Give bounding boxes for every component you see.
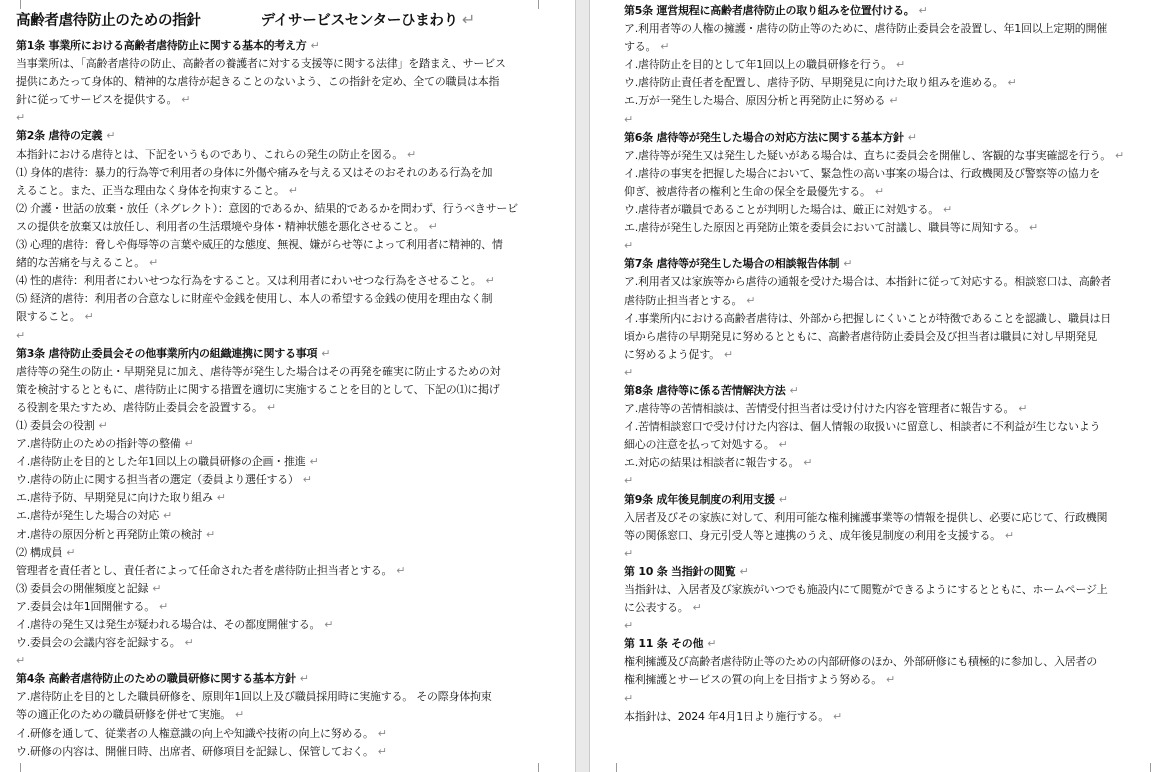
paragraph-line [16, 688, 560, 706]
paragraph-line [16, 544, 560, 562]
paragraph-mark-icon: ↵ [746, 293, 756, 307]
line-text: ⑶ 委員会の開催頻度と記録 [16, 581, 149, 595]
line-text: る役割を果たすため、虐待防止委員会を設置する。 [16, 400, 263, 414]
paragraph-line [16, 363, 560, 381]
paragraph-line [16, 146, 560, 164]
line-text: ウ.虐待者が職員であることが判明した場合は、厳正に対処する。 [624, 203, 939, 217]
paragraph-line [16, 200, 560, 218]
document-page-right[interactable] [590, 0, 1169, 772]
paragraph-line [624, 38, 1169, 56]
line-text: 針に従ってサービスを提供する。 [16, 93, 178, 107]
paragraph-mark-icon: ↵ [321, 346, 331, 360]
paragraph-mark-icon: ↵ [149, 256, 158, 270]
empty-paragraph [624, 364, 1169, 382]
paragraph-mark-icon: ↵ [288, 183, 298, 197]
paragraph-mark-icon: ↵ [739, 564, 749, 578]
paragraph-line [16, 272, 560, 290]
paragraph-mark-icon: ↵ [461, 10, 476, 29]
empty-paragraph [16, 109, 560, 127]
paragraph-mark-icon: ↵ [778, 492, 788, 506]
line-text: 本指針は、2024 年4月1日より施行する。 [624, 709, 829, 723]
paragraph-mark-icon: ↵ [485, 274, 495, 288]
paragraph-mark-icon: ↵ [660, 40, 670, 54]
line-text: ア.虐待防止を目的とした職員研修を、原則年1回以上及び職員採用時に実施する。 その際身体拘束 [16, 690, 492, 704]
line-text: 頃から虐待の早期発見に努めるとともに、高齢者虐待防止委員会及び担当者は職員に対し早期発見 [624, 329, 1097, 343]
line-text: イ.苦情相談窓口で受け付けた内容は、個人情報の取扱いに留意し、相談者に不利益が生じないよう [624, 420, 1101, 434]
line-text: エ.対応の結果は相談者に報告する。 [624, 456, 800, 470]
line-text: 権利擁護とサービスの質の向上を目指すよう努める。 [624, 673, 882, 687]
page-corner-mark [2, 0, 21, 9]
line-text: 第 10 条 当指針の閲覧 [624, 564, 736, 578]
paragraph-line [624, 708, 1169, 726]
paragraph-mark-icon: ↵ [407, 147, 416, 161]
paragraph-line [624, 454, 1169, 472]
line-text: 細心の注意を払って対処する。 [624, 438, 775, 452]
line-text: 第7条 虐待等が発生した場合の相談報告体制 [624, 257, 840, 271]
page-corner-mark [2, 763, 21, 772]
paragraph-line [624, 328, 1169, 346]
line-text: 第6条 虐待等が発生した場合の対応方法に関する基本方針 [624, 130, 904, 144]
paragraph-mark-icon: ↵ [184, 437, 194, 451]
paragraph-line [624, 581, 1169, 599]
article-heading [624, 129, 1169, 147]
paragraph-line [624, 20, 1169, 38]
paragraph-line [16, 706, 560, 724]
paragraph-mark-icon: ↵ [377, 744, 387, 758]
organization-name: デイサービスセンターひまわり [260, 13, 458, 29]
paragraph-line [624, 671, 1169, 689]
line-text: ウ.研修の内容は、開催日時、出席者、研修項目を記録し、保管しておく。 [16, 744, 374, 758]
page-body-right[interactable] [624, 2, 1169, 726]
paragraph-mark-icon: ↵ [302, 473, 312, 487]
paragraph-line [16, 218, 560, 236]
line-text: ア.虐待等が発生又は発生した疑いがある場合は、直ちに委員会を開催し、客観的な事実確認を行う。 [624, 148, 1111, 162]
paragraph-mark-icon: ↵ [707, 637, 717, 651]
paragraph-mark-icon: ↵ [16, 328, 25, 342]
paragraph-mark-icon: ↵ [624, 239, 633, 253]
line-text: 等の適正化のための職員研修を併せて実施。 [16, 708, 231, 722]
line-text: 第9条 成年後見制度の利用支援 [624, 492, 775, 506]
paragraph-mark-icon: ↵ [324, 618, 334, 631]
line-text: ⑸ 経済的虐待：利用者の合意なしに財産や金銭を使用し、本人の希望する金銭の使用を理由なく制 [16, 292, 493, 306]
line-text: 策を検討するとともに、虐待防止に関する措置を適切に実施することを目的として、下記の⑴に掲げ [16, 382, 500, 396]
line-text: 第4条 高齢者虐待防止のための職員研修に関する基本方針 [16, 672, 296, 686]
page-corner-mark [538, 763, 557, 772]
line-text: ⑶ 心理的虐待：脅しや侮辱等の言葉や威圧的な態度、無視、嫌がらせ等によって利用者に精神的、情 [16, 238, 503, 252]
paragraph-mark-icon: ↵ [16, 654, 25, 668]
paragraph-mark-icon: ↵ [377, 726, 387, 740]
paragraph-mark-icon: ↵ [1007, 76, 1017, 90]
line-text: ⑷ 性的虐待：利用者にわいせつな行為をすること。又は利用者にわいせつな行為をさせること。 [16, 274, 482, 288]
article-heading [624, 563, 1169, 581]
paragraph-mark-icon: ↵ [943, 203, 952, 217]
line-text: イ.事業所内における高齢者虐待は、外部から把握しにくいことが特徴であることを認識し、職員は日 [624, 311, 1111, 325]
line-text: ウ.虐待の防止に関する担当者の選定（委員より選任する） [16, 473, 299, 487]
line-text: 虐待等の発生の防止・早期発見に加え、虐待等が発生した場合はその再発を確実に防止するための対 [16, 364, 501, 378]
paragraph-line [16, 435, 560, 453]
paragraph-mark-icon: ↵ [624, 691, 633, 705]
line-text: イ.虐待防止を目的とした年1回以上の職員研修の企画・推進 [16, 455, 306, 469]
line-text: ⑵ 構成員 [16, 545, 63, 559]
paragraph-mark-icon: ↵ [266, 400, 276, 414]
document-page-left[interactable] [0, 0, 560, 772]
paragraph-mark-icon: ↵ [803, 456, 813, 470]
line-text: 提供にあたって身体的、精神的な虐待が起きることのないよう、この指針を定め、全ての職員は本指 [16, 75, 500, 89]
paragraph-mark-icon: ↵ [778, 438, 788, 452]
page-corner-mark [538, 0, 557, 9]
paragraph-mark-icon: ↵ [789, 383, 799, 397]
paragraph-mark-icon: ↵ [184, 636, 194, 650]
article-heading [16, 345, 560, 363]
line-text: 虐待防止担当者とする。 [624, 293, 743, 307]
paragraph-mark-icon: ↵ [16, 111, 25, 125]
paragraph-line [16, 562, 560, 580]
line-text: 仰ぎ、被虐待者の権利と生命の保全を最優先する。 [624, 184, 871, 198]
paragraph-line [16, 489, 560, 507]
paragraph-line [16, 616, 560, 634]
paragraph-mark-icon: ↵ [843, 257, 853, 271]
paragraph-mark-icon: ↵ [918, 4, 928, 17]
paragraph-line [624, 292, 1169, 310]
paragraph-line [16, 290, 560, 308]
line-text: 当指針は、入居者及び家族がいつでも施設内にて閲覧ができるようにするとともに、ホームページ上 [624, 583, 1108, 596]
paragraph-line [16, 634, 560, 652]
paragraph-line [624, 219, 1169, 237]
paragraph-line [16, 725, 560, 743]
paragraph-mark-icon: ↵ [106, 129, 116, 143]
paragraph-line [624, 527, 1169, 545]
paragraph-line [16, 471, 560, 489]
paragraph-line [624, 183, 1169, 201]
line-text: 当事業所は、「高齢者虐待の防止、高齢者の養護者に対する支援等に関する法律」を踏まえ、サービス [16, 57, 506, 71]
empty-paragraph [16, 652, 560, 670]
line-text: ア.虐待防止のための指針等の整備 [16, 437, 181, 451]
page-body-left[interactable] [16, 37, 560, 761]
paragraph-mark-icon: ↵ [396, 563, 406, 577]
line-text: スの提供を放棄又は放任し、利用者の生活環境や身体・精神状態を悪化させること。 [16, 219, 425, 233]
line-text: 等の関係窓口、身元引受人等と連携のうえ、成年後見制度の利用を支援する。 [624, 528, 1001, 542]
paragraph-mark-icon: ↵ [1115, 148, 1124, 162]
paragraph-mark-icon: ↵ [889, 94, 899, 108]
line-text: エ.万が一発生した場合、原因分析と再発防止に努める [624, 94, 886, 108]
paragraph-line [624, 310, 1169, 328]
line-text: に努めるよう促す。 [624, 347, 720, 361]
article-heading [624, 635, 1169, 653]
paragraph-line [16, 164, 560, 182]
paragraph-line [624, 92, 1169, 110]
paragraph-mark-icon: ↵ [886, 673, 895, 687]
paragraph-mark-icon: ↵ [1029, 221, 1038, 235]
paragraph-line [16, 236, 560, 254]
paragraph-line [624, 74, 1169, 92]
paragraph-mark-icon: ↵ [163, 509, 172, 523]
paragraph-line [624, 346, 1169, 364]
line-text: 管理者を責任者とし、責任者によって任命された者を虐待防止担当者とする。 [16, 563, 393, 577]
paragraph-mark-icon: ↵ [624, 365, 633, 379]
line-text: ウ.虐待防止責任者を配置し、虐待予防、早期発見に向けた取り組みを進める。 [624, 76, 1004, 90]
document-title: 高齢者虐待防止のための指針 [16, 13, 201, 29]
paragraph-mark-icon: ↵ [84, 310, 94, 324]
paragraph-mark-icon: ↵ [692, 601, 702, 615]
paragraph-line [16, 526, 560, 544]
paragraph-mark-icon: ↵ [310, 39, 320, 52]
paragraph-mark-icon: ↵ [66, 545, 76, 559]
line-text: エ.虐待予防、早期発見に向けた取り組み [16, 491, 213, 505]
paragraph-line [16, 417, 560, 435]
article-heading [624, 382, 1169, 400]
paragraph-line [624, 165, 1169, 183]
page-corner-mark [598, 763, 617, 772]
document-header [16, 9, 560, 31]
paragraph-mark-icon: ↵ [624, 619, 633, 633]
empty-paragraph [624, 690, 1169, 708]
paragraph-line [624, 147, 1169, 165]
empty-paragraph [624, 617, 1169, 635]
paragraph-mark-icon: ↵ [428, 219, 438, 233]
line-text: 権利擁護及び高齢者虐待防止等のための内部研修のほか、外部研修にも積極的に参加し、入居者の [624, 655, 1097, 669]
article-heading [624, 491, 1169, 509]
paragraph-mark-icon: ↵ [159, 599, 168, 613]
paragraph-line [16, 598, 560, 616]
line-text: ⑵ 介護・世話の放棄・放任（ネグレクト）：意図的であるか、結果的であるかを問わず、行うべきサービ [16, 201, 518, 215]
paragraph-line [624, 418, 1169, 436]
empty-paragraph [16, 327, 560, 345]
article-heading [16, 37, 560, 55]
paragraph-line [16, 182, 560, 200]
paragraph-line [16, 381, 560, 399]
paragraph-line [16, 55, 560, 73]
paragraph-line [624, 273, 1169, 291]
line-text: 第1条 事業所における高齢者虐待防止に関する基本的考え方 [16, 39, 307, 52]
paragraph-line [16, 507, 560, 525]
paragraph-line [624, 56, 1169, 74]
line-text: エ.虐待が発生した原因と再発防止策を委員会において討議し、職員等に周知する。 [624, 221, 1025, 235]
paragraph-mark-icon: ↵ [235, 708, 244, 722]
line-text: 限すること。 [16, 310, 81, 324]
paragraph-line [16, 453, 560, 471]
empty-paragraph [624, 472, 1169, 490]
line-text: 入居者及びその家族に対して、利用可能な権利擁護事業等の情報を提供し、必要に応じて、行政機関 [624, 510, 1108, 524]
page-corner-mark [1150, 763, 1169, 772]
line-text: イ.虐待の事実を把握した場合において、緊急性の高い事案の場合は、行政機関及び警察等の協力を [624, 166, 1101, 180]
paragraph-mark-icon: ↵ [206, 527, 215, 541]
paragraph-line [16, 399, 560, 417]
line-text: ア.利用者又は家族等から虐待の通報を受けた場合は、本指針に従って対応する。相談窓口は、高齢者 [624, 275, 1111, 289]
paragraph-mark-icon: ↵ [624, 112, 633, 126]
line-text: 第5条 運営規程に高齢者虐待防止の取り組みを位置付ける。 [624, 4, 915, 17]
article-heading [16, 670, 560, 688]
line-text: イ.虐待の発生又は発生が疑われる場合は、その都度開催する。 [16, 618, 321, 631]
paragraph-mark-icon: ↵ [152, 581, 162, 595]
paragraph-line [16, 91, 560, 109]
paragraph-line [624, 653, 1169, 671]
paragraph-line [624, 436, 1169, 454]
line-text: 第8条 虐待等に係る苦情解決方法 [624, 383, 786, 397]
line-text: ⑴ 身体的虐待：暴力的行為等で利用者の身体に外傷や痛みを与える又はそのおそれのある行為を加 [16, 165, 493, 179]
paragraph-line [624, 509, 1169, 527]
line-text: する。 [624, 40, 657, 54]
paragraph-mark-icon: ↵ [98, 418, 108, 432]
line-text: ア.虐待等の苦情相談は、苦情受付担当者は受け付けた内容を管理者に報告する。 [624, 402, 1015, 416]
line-text: に公表する。 [624, 601, 689, 615]
paragraph-line [624, 201, 1169, 219]
paragraph-line [16, 308, 560, 326]
paragraph-line [624, 599, 1169, 617]
line-text: 緒的な苦痛を与えること。 [16, 256, 145, 270]
line-text: 本指針における虐待とは、下記をいうものであり、これらの発生の防止を図る。 [16, 147, 403, 161]
paragraph-mark-icon: ↵ [299, 672, 309, 686]
line-text: オ.虐待の原因分析と再発防止策の検討 [16, 527, 202, 541]
line-text: ⑴ 委員会の役割 [16, 418, 95, 432]
line-text: 第 11 条 その他 [624, 637, 704, 651]
line-text: ア.利用者等の人権の擁護・虐待の防止等のために、虐待防止委員会を設置し、年1回以上定期的開催 [624, 22, 1107, 36]
paragraph-line [16, 743, 560, 761]
article-heading [16, 127, 560, 145]
paragraph-line [16, 580, 560, 598]
line-text: エ.虐待が発生した場合の対応 [16, 509, 159, 523]
paragraph-mark-icon: ↵ [624, 474, 633, 488]
paragraph-mark-icon: ↵ [624, 546, 633, 560]
line-text: 第2条 虐待の定義 [16, 129, 103, 143]
paragraph-mark-icon: ↵ [874, 184, 884, 198]
article-heading [624, 2, 1169, 20]
paragraph-mark-icon: ↵ [833, 709, 842, 723]
empty-paragraph [624, 545, 1169, 563]
line-text: ア.委員会は年1回開催する。 [16, 599, 155, 613]
paragraph-line [16, 254, 560, 272]
article-heading [624, 255, 1169, 273]
paragraph-mark-icon: ↵ [1004, 528, 1014, 542]
paragraph-mark-icon: ↵ [1018, 402, 1028, 416]
line-text: 第3条 虐待防止委員会その他事業所内の組織連携に関する事項 [16, 346, 318, 360]
paragraph-mark-icon: ↵ [309, 455, 319, 469]
paragraph-line [16, 73, 560, 91]
paragraph-mark-icon: ↵ [723, 347, 733, 361]
line-text: えること。また、正当な理由なく身体を拘束すること。 [16, 183, 285, 197]
line-text: ウ.委員会の会議内容を記録する。 [16, 636, 181, 650]
paragraph-mark-icon: ↵ [896, 58, 905, 72]
line-text: イ.虐待防止を目的として年1回以上の職員研修を行う。 [624, 58, 892, 72]
paragraph-mark-icon: ↵ [181, 93, 191, 107]
empty-paragraph [624, 237, 1169, 255]
line-text: イ.研修を通して、従業者の人権意識の向上や知識や技術の向上に努める。 [16, 726, 374, 740]
paragraph-line [624, 400, 1169, 418]
paragraph-mark-icon: ↵ [216, 491, 226, 505]
paragraph-mark-icon: ↵ [907, 130, 917, 144]
empty-paragraph [624, 111, 1169, 129]
page-gap [575, 0, 590, 772]
